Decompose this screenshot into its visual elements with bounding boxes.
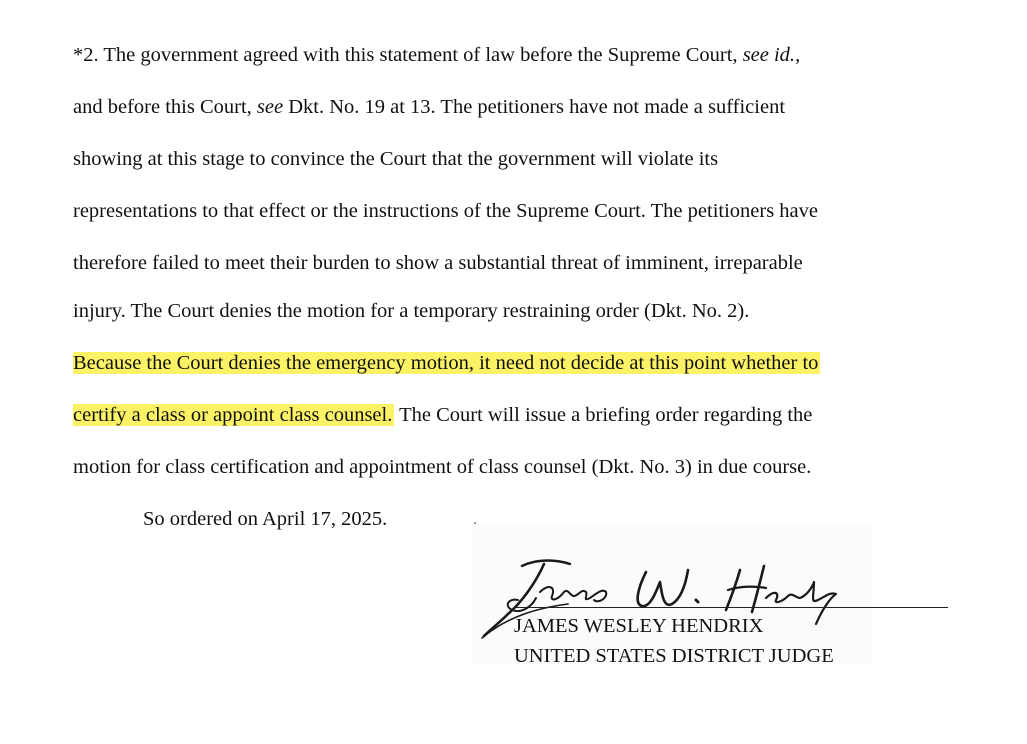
body-line-9 bbox=[73, 454, 811, 480]
citation-signal: see id. bbox=[742, 44, 796, 66]
text-run: motion for class certification and appointment of class counsel (Dkt. No. 3) in due course. bbox=[73, 456, 812, 478]
text-run: The Court will issue a briefing order regarding the bbox=[394, 404, 813, 426]
body-line-2 bbox=[73, 94, 785, 120]
text-run: Dkt. No. 19 at 13. The petitioners have not made a sufficient bbox=[283, 96, 786, 118]
order-date-text: So ordered on April 17, 2025. bbox=[143, 508, 388, 530]
text-run: *2. The government agreed with this statement of law before the Supreme Court, bbox=[73, 44, 743, 66]
scan-speck bbox=[474, 522, 476, 524]
text-run: injury. The Court denies the motion for a temporary restraining order (Dkt. No. 2). bbox=[73, 300, 750, 322]
judge-title-text: UNITED STATES DISTRICT JUDGE bbox=[514, 645, 834, 667]
signature-line bbox=[514, 607, 948, 608]
so-ordered-line bbox=[143, 506, 387, 532]
body-line-7 bbox=[73, 350, 820, 376]
body-line-6 bbox=[73, 298, 749, 324]
judge-name-text: JAMES WESLEY HENDRIX bbox=[514, 615, 764, 637]
text-run: therefore failed to meet their burden to show a substantial threat of imminent, irreparable bbox=[73, 252, 803, 274]
text-run: representations to that effect or the instructions of the Supreme Court. The petitioners have bbox=[73, 200, 819, 222]
judge-title bbox=[514, 644, 834, 668]
text-run: , bbox=[795, 44, 801, 66]
highlighted-text: certify a class or appoint class counsel. bbox=[73, 404, 393, 426]
body-line-1 bbox=[73, 42, 800, 68]
judge-name bbox=[514, 614, 763, 638]
highlighted-text: Because the Court denies the emergency motion, it need not decide at this point whether to bbox=[73, 352, 819, 374]
body-line-4 bbox=[73, 198, 818, 224]
body-line-3 bbox=[73, 146, 718, 172]
text-run: and before this Court, bbox=[73, 96, 257, 118]
text-run: showing at this stage to convince the Court that the government will violate its bbox=[73, 148, 719, 170]
body-line-8 bbox=[73, 402, 812, 428]
citation-signal: see bbox=[256, 96, 284, 118]
body-line-5 bbox=[73, 250, 803, 276]
